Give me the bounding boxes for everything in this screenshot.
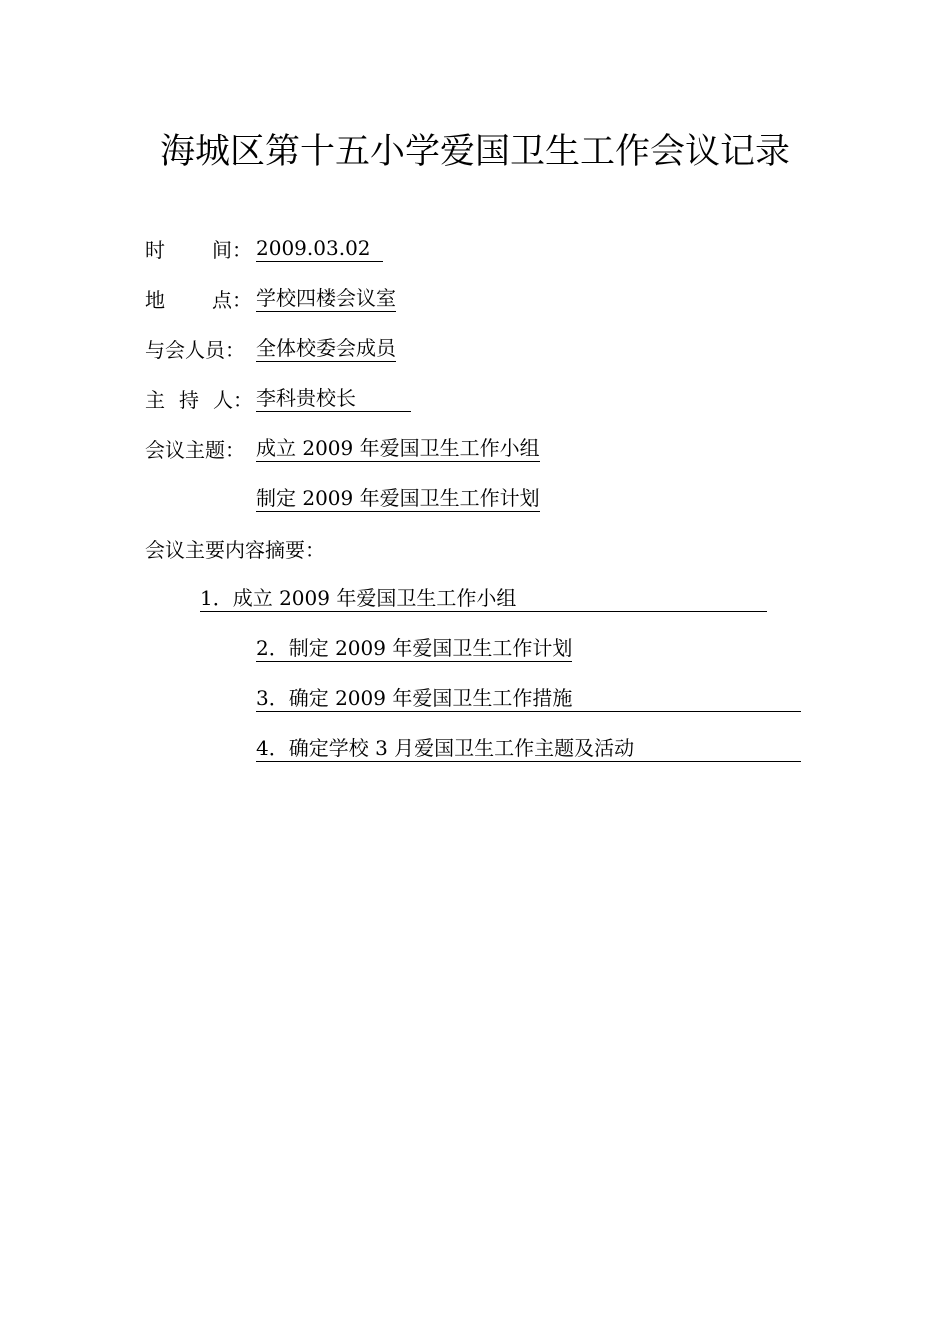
host-label: 主 持 人： [145, 388, 253, 412]
summary-item-2: 2．制定 2009 年爱国卫生工作计划 [256, 636, 573, 660]
topic-line-2: 制定 2009 年爱国卫生工作计划 [256, 486, 540, 510]
summary-item-3: 3．确定 2009 年爱国卫生工作措施 [256, 686, 801, 712]
time-row [0, 236, 950, 264]
attendees-row [0, 336, 950, 364]
place-value: 学校四楼会议室 [256, 286, 396, 310]
attendees-label: 与会人员： [145, 338, 245, 362]
host-row [0, 386, 950, 414]
summary-label: 会议主要内容摘要： [145, 538, 325, 562]
place-row [0, 286, 950, 314]
time-label: 时 间： [145, 238, 252, 262]
summary-item-4: 4．确定学校 3 月爱国卫生工作主题及活动 [256, 736, 801, 762]
page-title: 海城区第十五小学爱国卫生工作会议记录 [159, 132, 790, 172]
summary-item-1: 1．成立 2009 年爱国卫生工作小组 [200, 586, 767, 612]
topic-label: 会议主题： [145, 438, 245, 462]
attendees-value: 全体校委会成员 [256, 336, 396, 360]
topic-row-2 [0, 486, 950, 514]
time-value: 2009.03.02 [256, 236, 383, 262]
place-label: 地 点： [145, 288, 252, 312]
host-value: 李科贵校长 [256, 386, 411, 412]
topic-row [0, 436, 950, 464]
topic-line-1: 成立 2009 年爱国卫生工作小组 [256, 436, 540, 460]
